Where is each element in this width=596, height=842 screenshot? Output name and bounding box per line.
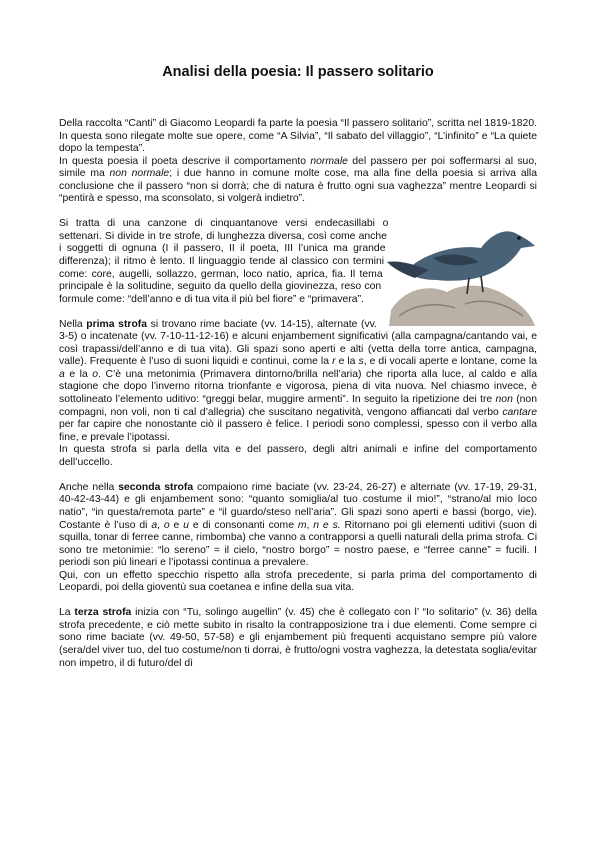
text-run: . C’è una metonimia (Primavera dintorno/brilla nell’aria) che riporta alla luce, al caldo e alla stagione che dopo l’inverno ritorna trionfante e vigorosa, piena di vita nuova. Nel chiasmo invece, è sottolineato l’elemento uditivo: “greggi belar, muggire armenti”. In seguito la ripetizione dei tre bbox=[59, 368, 537, 406]
italic-run: n e s. bbox=[313, 519, 341, 531]
rock-shape bbox=[389, 286, 535, 326]
text-run: e di consonanti come bbox=[188, 519, 298, 531]
italic-run: m bbox=[297, 519, 307, 531]
italic-run: a bbox=[59, 368, 65, 380]
bird-illustration bbox=[385, 218, 537, 328]
italic-run: u bbox=[183, 519, 189, 531]
text-run: e la bbox=[64, 368, 93, 380]
paragraph-canzone bbox=[59, 218, 537, 306]
italic-run: r bbox=[332, 356, 336, 368]
italic-run: cantare bbox=[502, 406, 537, 418]
text-run: e bbox=[169, 519, 184, 531]
paragraph-strofa-2 bbox=[59, 482, 537, 570]
italic-run: non bbox=[495, 394, 513, 406]
blue-rock-thrush-illustration bbox=[385, 218, 537, 328]
text-run: Anche nella bbox=[59, 481, 119, 493]
bold-run: prima strofa bbox=[86, 318, 148, 330]
text-run: Della raccolta “Canti” di Giacomo Leopardi fa parte la poesia “Il passero solitario”, scritta nel 1819-1820. In questa sono rilegate molte sue opere, come “A Silvia”, “Il sabato del villaggio”, “L’infinito” e “La quiete dopo la tempesta”. bbox=[59, 118, 537, 155]
text-run: Qui, con un effetto specchio rispetto alla strofa precedente, si parla prima del comportamento di Leopardi, poi della gioventù sua coetanea e infine della sua vita. bbox=[59, 569, 537, 594]
text-run: Nella bbox=[59, 318, 87, 330]
paragraph-intro-1 bbox=[59, 118, 537, 156]
paragraph-strofa-2-summary bbox=[59, 570, 537, 595]
bird-eye bbox=[517, 237, 521, 241]
italic-run: o bbox=[92, 368, 99, 380]
text-run: In questa poesia il poeta descrive il comportamento bbox=[59, 155, 311, 167]
text-run: e la bbox=[335, 356, 359, 368]
text-run: Ritornano poi gli elementi uditivi (suon di squilla, tonar di ferree canne, rimbomba) che vanno a contrapporsi a quelli naturali della prima strofa. Ci sono tre metonimie: “lo sereno” = il cielo, “nostro borgo” = nostro paese, e “ferree canne” = fucili. I periodi son più lineari e l’ipotassi continua a prevalere. bbox=[59, 519, 537, 569]
text-run: La bbox=[59, 607, 75, 619]
italic-run: non normale bbox=[109, 168, 170, 180]
text-run: si trovano rime baciate (vv. 14-15), alternate (vv. 3-5) o incatenate (vv. 7-10-11-12-16) e alcuni enjambement significativi (alla campagna/cantando vai, e così trapassi/dell’anno e di tua vita). Gli spazi sono aperti e alti (vetta della torre antica, campagna, valle). Frequente è l’uso di suoni liquidi e continui, come la bbox=[59, 318, 537, 368]
text-run: In questa strofa si parla della vita e del passero, degli altri animali e infine del comportamento dell’uccello. bbox=[59, 444, 537, 468]
paragraph-strofa-1 bbox=[59, 319, 537, 444]
text-run: inizia con “Tu, solingo augellin” (v. 45) che è collegato con l’ “Io solitario” (v. 36) della strofa precedente, e ciò mette subito in risalto la contrapposizione tra i due elementi. Come sempre ci sono rime baciate (vv. 49-50, 57-58) e gli enjambement più frequenti acquistano sempre più valore (sera/del viver tuo, del tuo costume/non ti dorrai, è frutto/ogni vostra vaghezza, la detestata soglia/evitar non impetro, il di futuro/del dì bbox=[59, 607, 537, 669]
italic-run: normale bbox=[310, 155, 348, 167]
paragraph-strofa-3 bbox=[59, 607, 537, 670]
paragraph-gap bbox=[59, 595, 537, 608]
document-body bbox=[59, 118, 537, 670]
paragraph-gap bbox=[59, 206, 537, 219]
text-run: , e di vocali aperte e lontane, come la bbox=[363, 356, 537, 368]
text-run: (non compagni, non voli, non ti cal d’allegria) che suscitano negatività, vengono affiancati dal verbo bbox=[59, 394, 537, 418]
page-title: Analisi della poesia: Il passero solitario bbox=[162, 64, 434, 80]
text-run: Si tratta di una canzone di cinquantanove versi endecasillabi o settenari. Si divide in tre strofe, di lunghezza diversa, così come anche i soggetti di ognuna (I il passero, II il poeta, III l’unica ma grande differenza); il ritmo è lento. Il linguaggio tende al classico con termini come: core, augelli, sollazzo, german, loco natio, aprica, fia. Il tema principale è la solitudine, seguito da quello della giovinezza, reso con formule come: “dell’anno e di tua vita il più bel fiore” e “primavera”. bbox=[59, 218, 389, 305]
text-run: per far capire che nonostante ciò il passero è felice. I periodi sono complessi, spesso con il verbo alla fine, e prevale l’ipotassi. bbox=[59, 419, 537, 443]
bird-body bbox=[405, 232, 535, 281]
bold-run: terza strofa bbox=[74, 607, 132, 619]
italic-run: s bbox=[358, 356, 364, 368]
italic-run: o bbox=[163, 519, 170, 531]
text-run: del passero per poi soffermarsi al suo, simile ma bbox=[59, 155, 537, 180]
italic-run: a bbox=[151, 519, 158, 531]
paragraph-gap bbox=[59, 469, 537, 482]
paragraph-strofa-1-summary bbox=[59, 444, 537, 469]
bold-run: seconda strofa bbox=[118, 481, 194, 493]
text-run: ; i due hanno in comune molte cose, ma alla fine della poesia si arriva alla conclusione che il passero “non si dorrà; che di natura è frutto ogni sua vaghezza” mentre Leopardi si “pentirà e spesso, ma sconsolato, si volgerà indietro”. bbox=[59, 168, 538, 205]
text-run: compaiono rime baciate (vv. 23-24, 26-27) e alternate (vv. 17-19, 29-31, 40-42-43-44) e gli enjambement sono: “quanto somiglia/al tuo costume il mio!”, “strano/al mio loco natio”, “in questa/remota parte” e “il guardo/steso nell’aria”. Gli spazi sono aperti e bassi (borgo, vie). Costante è l’uso di bbox=[59, 481, 537, 531]
paragraph-intro-2 bbox=[59, 156, 537, 206]
text-run: , bbox=[157, 519, 164, 531]
text-run: , bbox=[306, 519, 314, 531]
